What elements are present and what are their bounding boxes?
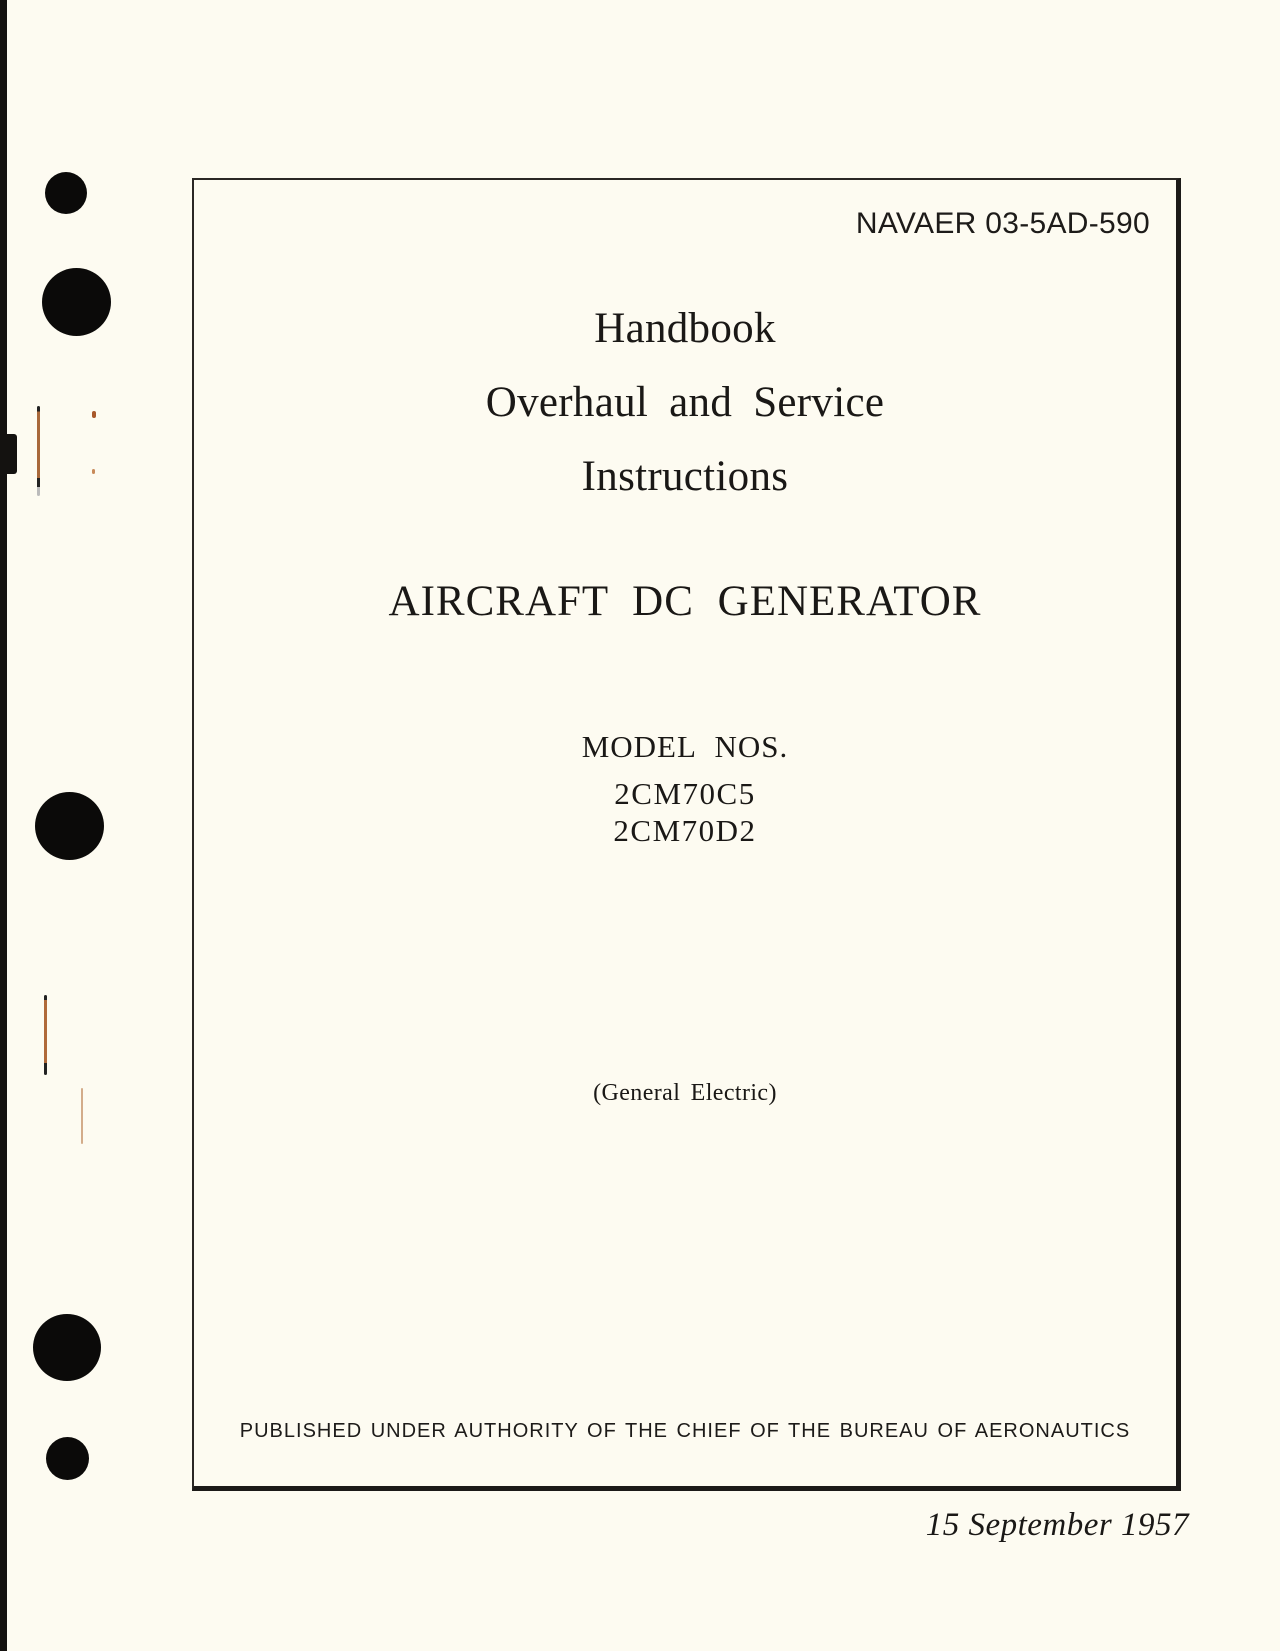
cover-frame: [192, 178, 1181, 1491]
scan-mark: [44, 995, 47, 1075]
title-line-overhaul-service: Overhaul and Service: [485, 379, 885, 426]
punch-hole-2: [42, 268, 111, 336]
punch-hole-5: [46, 1437, 89, 1480]
main-title: AIRCRAFT DC GENERATOR: [388, 578, 982, 625]
scan-mark: [92, 411, 96, 418]
scan-mark: [37, 406, 40, 496]
manufacturer: (General Electric): [593, 1080, 777, 1106]
title-line-instructions: Instructions: [581, 453, 789, 500]
model-number: 2CM70C5: [614, 776, 756, 811]
scan-mark: [81, 1088, 83, 1144]
publication-date: 15 September 1957: [925, 1507, 1189, 1543]
title-line-handbook: Handbook: [594, 305, 776, 352]
scan-mark: [92, 469, 95, 474]
scan-edge-shadow: [0, 0, 7, 1651]
punch-hole-4: [33, 1314, 101, 1381]
document-number: NAVAER 03-5AD-590: [855, 207, 1150, 240]
model-number: 2CM70D2: [613, 813, 757, 848]
punch-hole-1: [45, 172, 87, 214]
model-numbers-label: MODEL NOS.: [581, 729, 789, 764]
punch-hole-3: [35, 792, 104, 860]
authority-statement: PUBLISHED UNDER AUTHORITY OF THE CHIEF OF THE BUREAU OF AERONAUTICS: [239, 1420, 1131, 1442]
scan-edge-tab: [0, 434, 17, 474]
